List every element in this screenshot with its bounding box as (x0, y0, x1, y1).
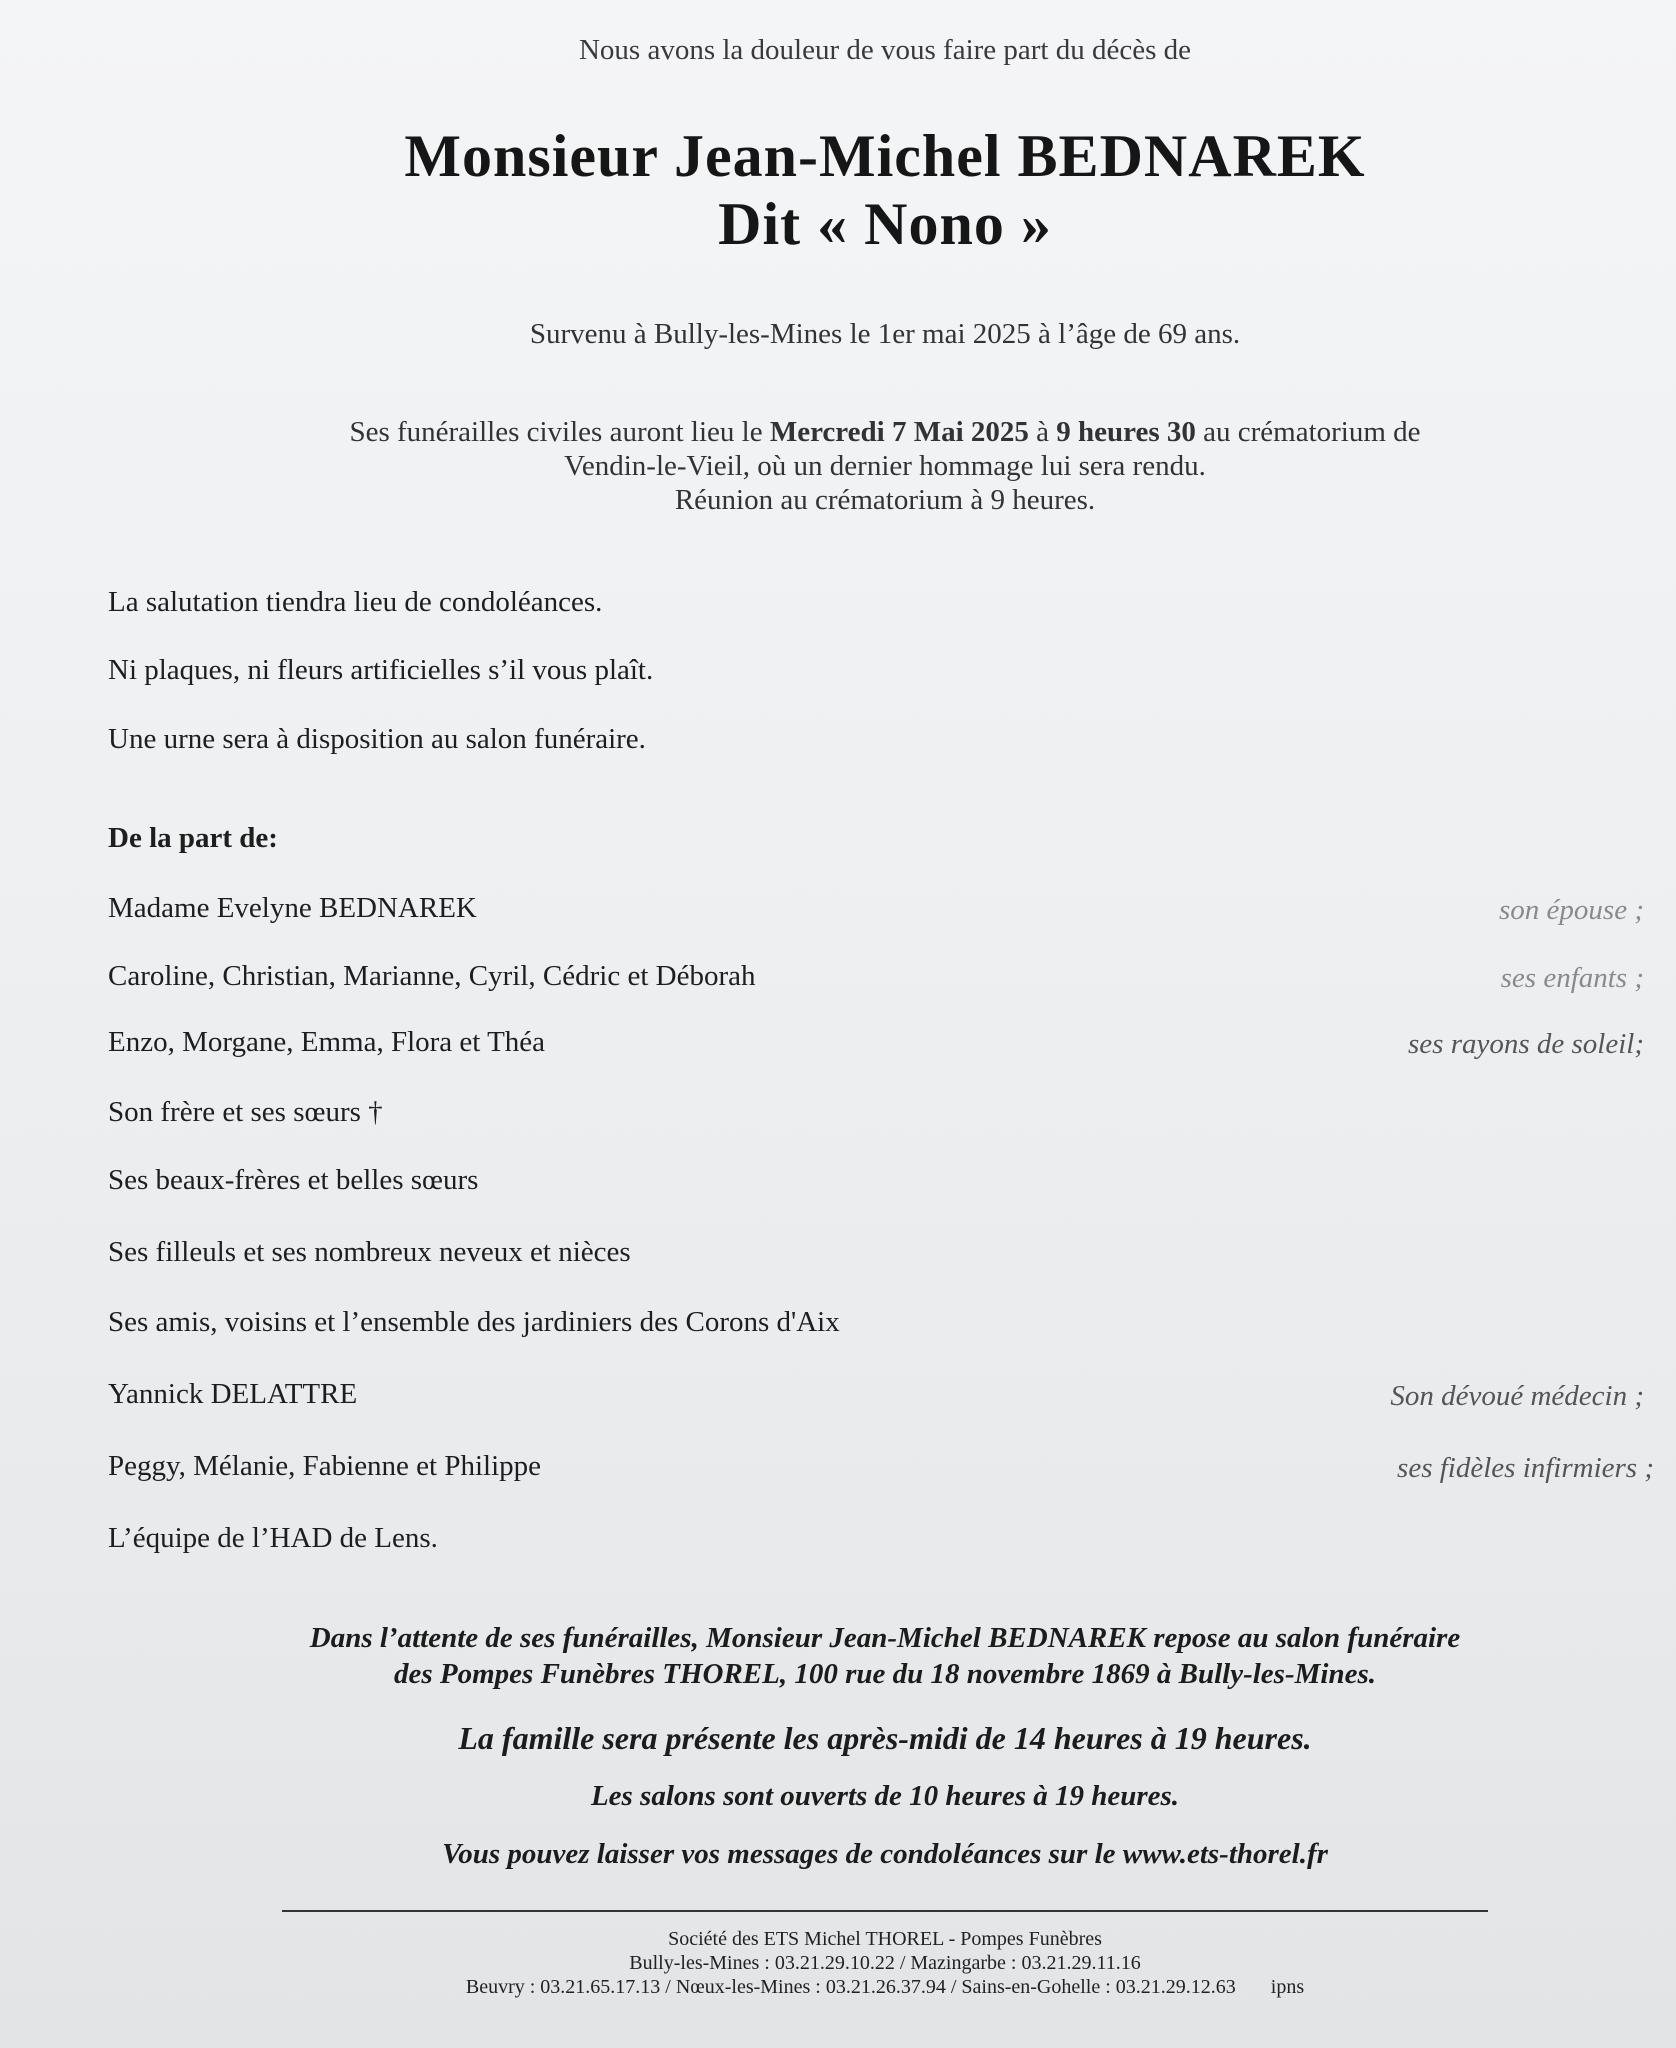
family-relation: ses fidèles infirmiers ; (1397, 1452, 1654, 1484)
funeral-time: 9 heures 30 (1056, 416, 1196, 448)
family-name: Ses filleuls et ses nombreux neveux et nièces (108, 1236, 631, 1268)
family-name: L’équipe de l’HAD de Lens. (108, 1522, 438, 1554)
death-info: Survenu à Bully-les-Mines le 1er mai 2025 à l’âge de 69 ans. (529, 318, 1241, 350)
salon-line-1: Dans l’attente de ses funérailles, Monsieur Jean-Michel BEDNAREK repose au salon funéraire (309, 1622, 1461, 1654)
deceased-name: Monsieur Jean-Michel BEDNAREK (404, 123, 1366, 189)
deceased-nickname: Dit « Nono » (718, 191, 1052, 257)
funeral-date: Mercredi 7 Mai 2025 (769, 416, 1029, 448)
footer-tag: ipns (1270, 1976, 1305, 1998)
family-relation: ses rayons de soleil; (1408, 1028, 1644, 1060)
salon-family-hours: La famille sera présente les après-midi de 14 heures à 19 heures. (458, 1720, 1312, 1756)
note-urne: Une urne sera à disposition au salon funéraire. (108, 723, 646, 755)
note-fleurs: Ni plaques, ni fleurs artificielles s’il vous plaît. (108, 654, 654, 686)
salon-website: Vous pouvez laisser vos messages de condoléances sur le www.ets-thorel.fr (442, 1838, 1328, 1870)
family-name: Ses beaux-frères et belles sœurs (108, 1164, 479, 1196)
intro-text: Nous avons la douleur de vous faire part du décès de (578, 34, 1192, 66)
funeral-line-1 (0, 416, 1676, 449)
family-relation: ses enfants ; (1500, 962, 1644, 994)
footer-phones-1: Bully-les-Mines : 03.21.29.10.22 / Mazingarbe : 03.21.29.11.16 (629, 1952, 1141, 1974)
funeral-line-1-mid: à (1028, 416, 1057, 448)
family-name: Enzo, Morgane, Emma, Flora et Théa (108, 1026, 546, 1058)
funeral-line-1-end: au crématorium de (1195, 416, 1421, 448)
family-name: Son frère et ses sœurs † (108, 1096, 383, 1128)
family-name: Yannick DELATTRE (108, 1378, 358, 1410)
salon-line-2: des Pompes Funèbres THOREL, 100 rue du 18 novembre 1869 à Bully-les-Mines. (394, 1658, 1376, 1690)
funeral-line-3: Réunion au crématorium à 9 heures. (674, 484, 1096, 516)
salon-opening-hours: Les salons sont ouverts de 10 heures à 19 heures. (590, 1780, 1180, 1812)
footer-company: Société des ETS Michel THOREL - Pompes Funèbres (668, 1928, 1102, 1950)
footer-phones-2-text: Beuvry : 03.21.65.17.13 / Nœux-les-Mines : 03.21.26.37.94 / Sains-en-Gohelle : 03.21.29.12.63 (465, 1976, 1236, 1998)
family-name: Madame Evelyne BEDNAREK (108, 892, 477, 924)
family-name: Caroline, Christian, Marianne, Cyril, Cédric et Déborah (108, 960, 756, 992)
family-relation: Son dévoué médecin ; (1390, 1380, 1644, 1412)
family-relation: son épouse ; (1499, 894, 1644, 926)
note-condoleances: La salutation tiendra lieu de condoléances. (108, 586, 603, 618)
family-name: Ses amis, voisins et l’ensemble des jardiniers des Corons d'Aix (108, 1306, 840, 1338)
footer-divider (282, 1910, 1488, 1912)
footer-phones-2 (0, 1976, 1676, 1999)
funeral-line-2: Vendin-le-Vieil, où un dernier hommage lui sera rendu. (564, 450, 1206, 482)
de-la-part-de-heading: De la part de: (108, 822, 278, 854)
family-name: Peggy, Mélanie, Fabienne et Philippe (108, 1450, 542, 1482)
funeral-line-1-start: Ses funérailles civiles auront lieu le (349, 416, 770, 448)
